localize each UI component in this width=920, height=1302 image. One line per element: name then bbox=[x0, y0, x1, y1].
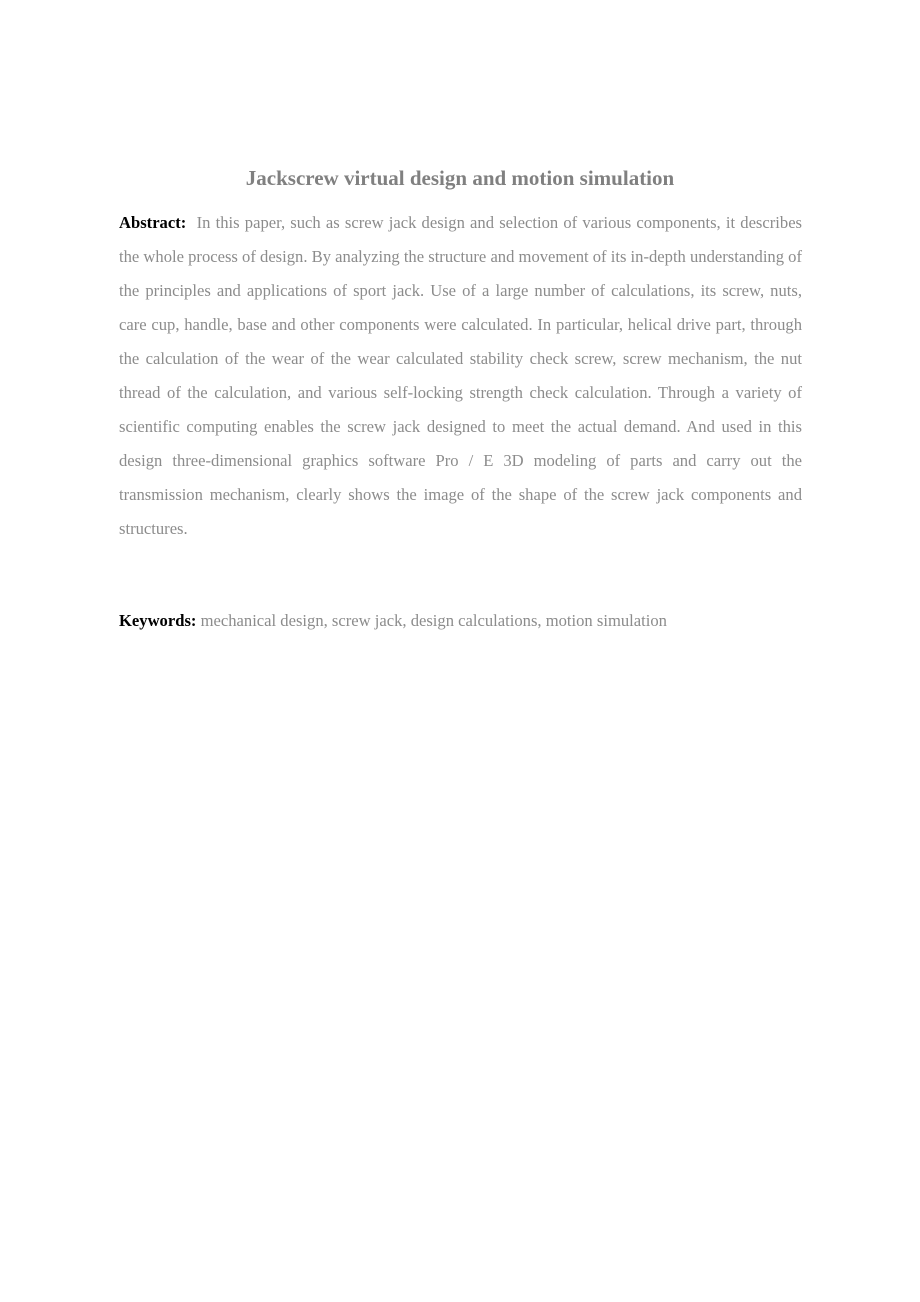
abstract-paragraph bbox=[119, 206, 802, 546]
keywords-label: Keywords: bbox=[119, 611, 197, 630]
abstract-text: In this paper, such as screw jack design and selection of various components, it describes the whole process of design. By analyzing the structure and movement of its in-depth understanding of the principles and applications of sport jack. Use of a large number of calculations, its screw, nuts, care cup, handle, base and other components were calculated. In particular, helical drive part, through the calculation of the wear of the wear calculated stability check screw, screw mechanism, the nut thread of the calculation, and various self-locking strength check calculation. Through a variety of scientific computing enables the screw jack designed to meet the actual demand. And used in this design three-dimensional graphics software Pro / E 3D modeling of parts and carry out the transmission mechanism, clearly shows the image of the shape of the screw jack components and structures. bbox=[119, 213, 803, 538]
document-title: Jackscrew virtual design and motion simulation bbox=[245, 166, 675, 190]
keywords-text: mechanical design, screw jack, design calculations, motion simulation bbox=[200, 611, 667, 630]
keywords-paragraph bbox=[119, 604, 802, 638]
abstract-label: Abstract: bbox=[119, 213, 187, 232]
